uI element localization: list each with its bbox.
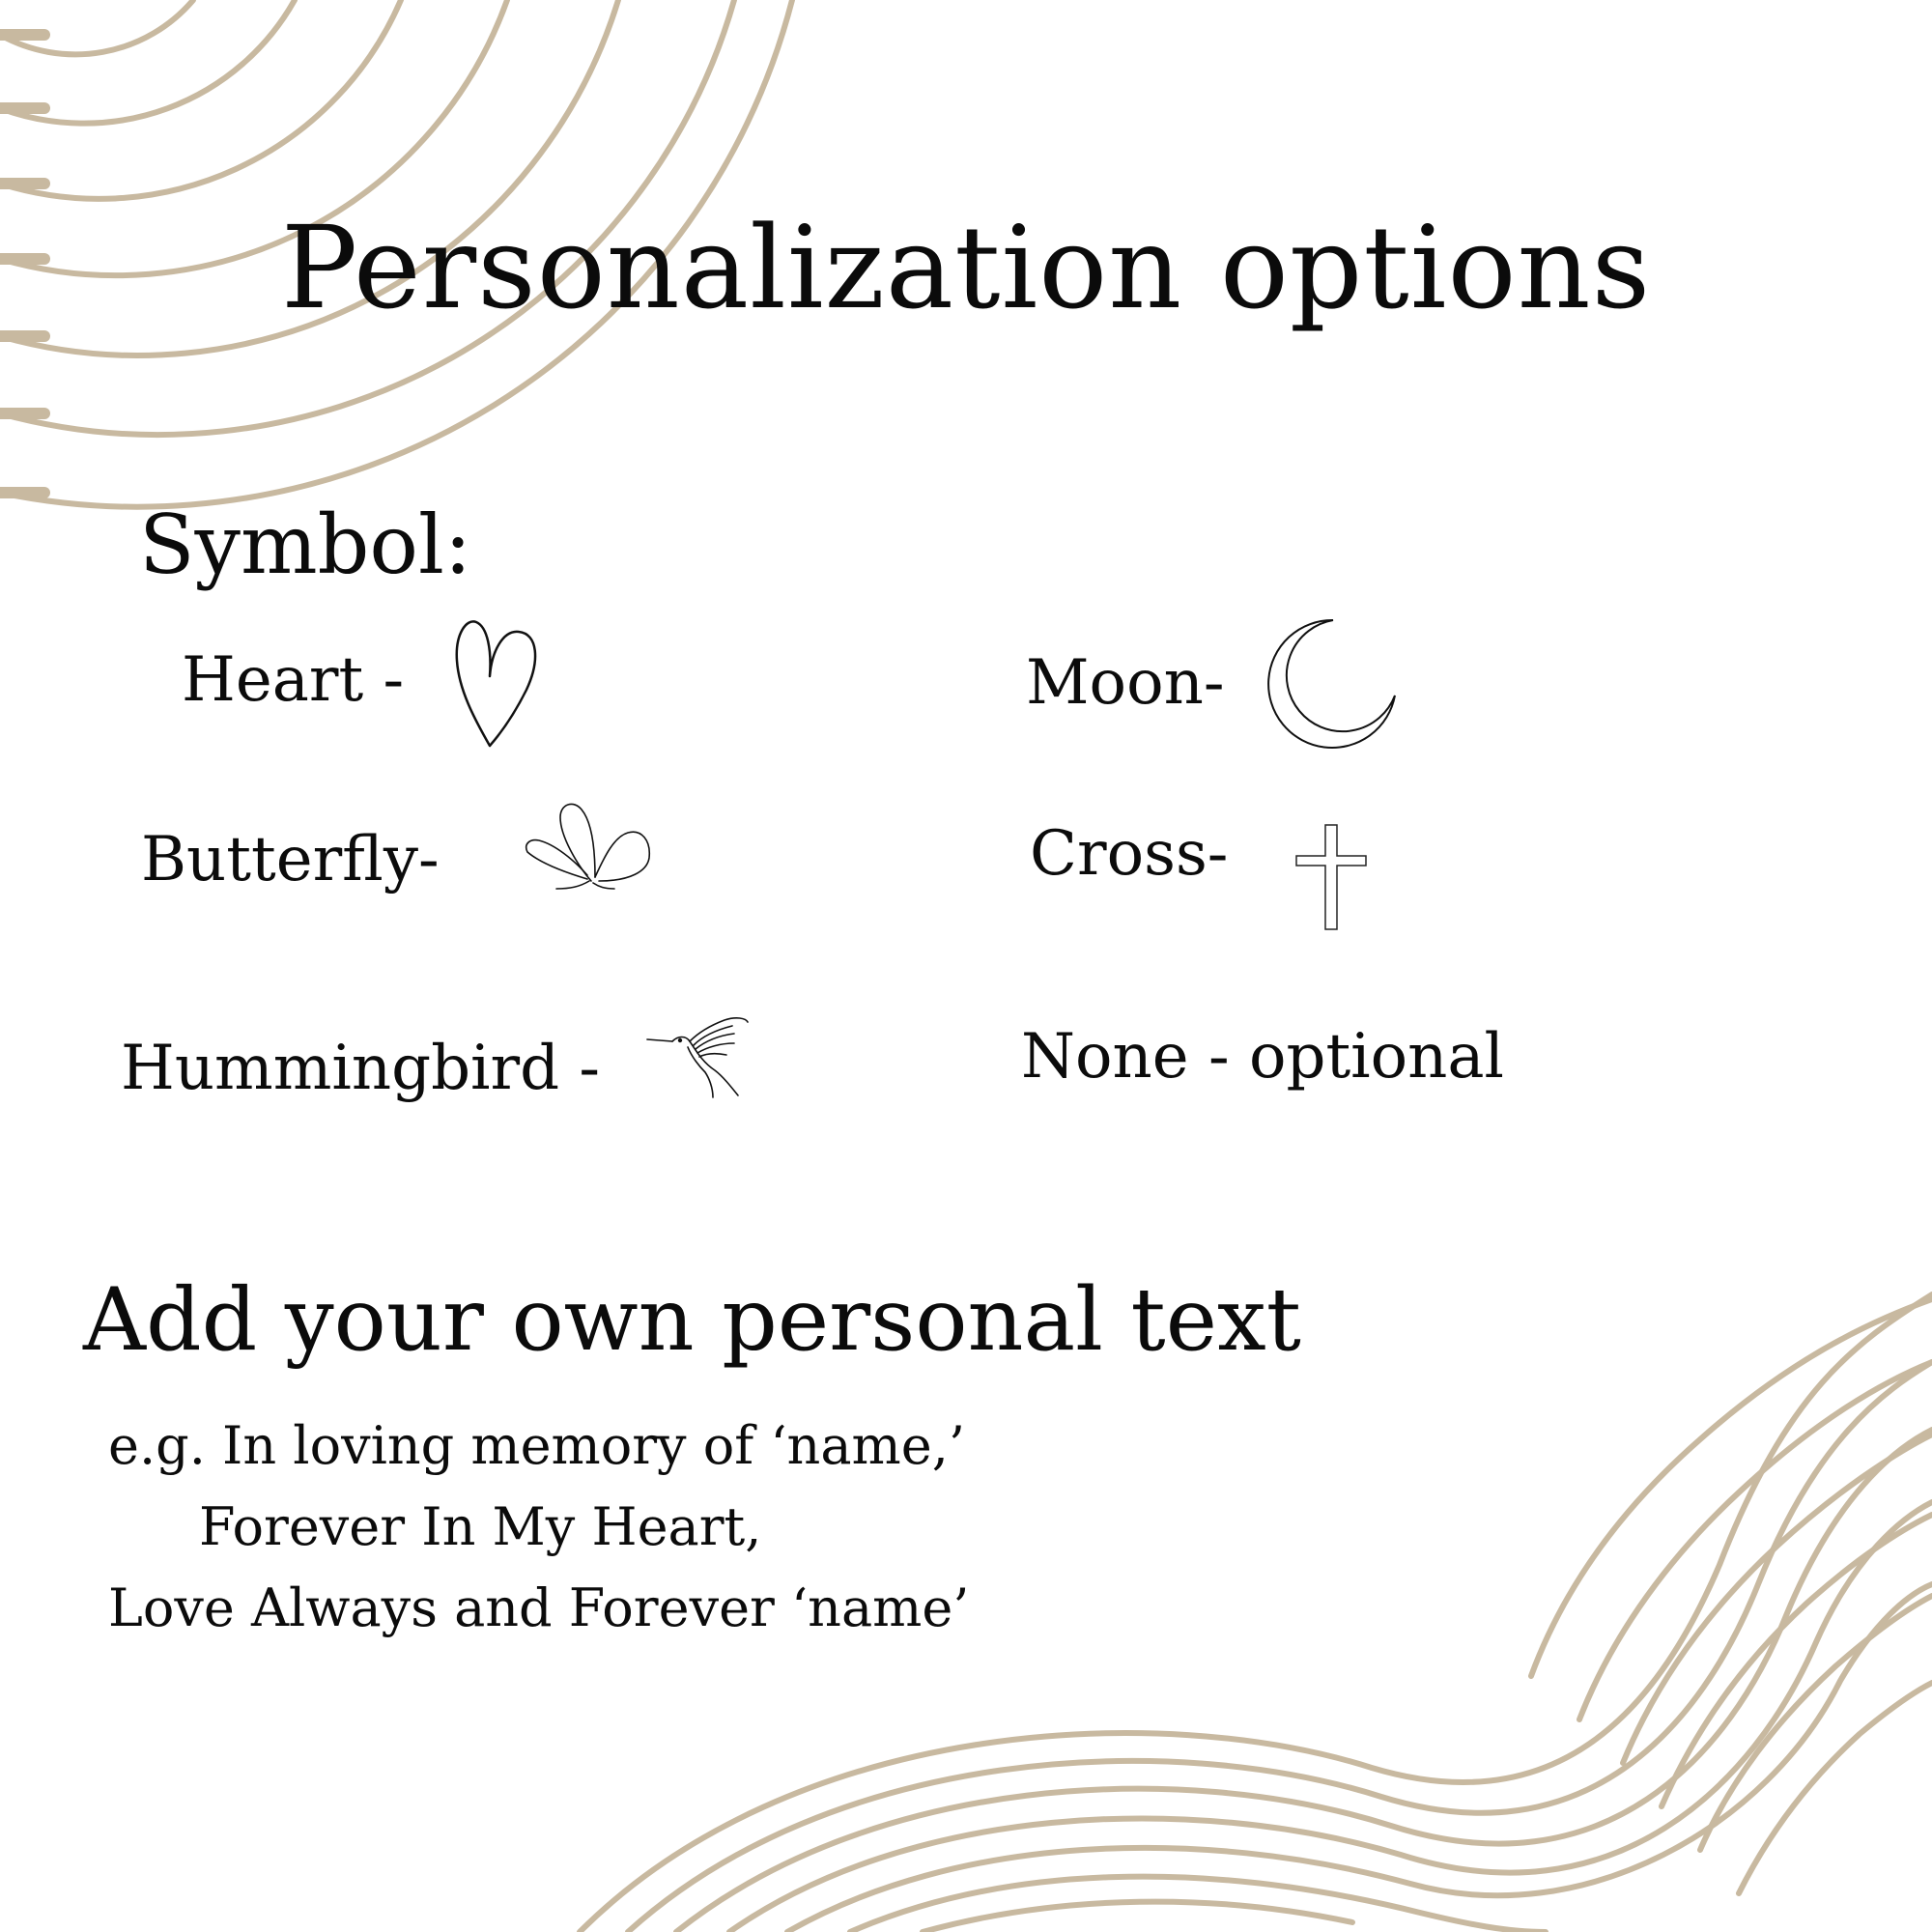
symbol-option-heart-label: Heart - [182, 644, 405, 716]
symbol-option-hummingbird-label: Hummingbird - [121, 1033, 601, 1104]
symbol-option-moon-label: Moon- [1026, 647, 1225, 719]
moon-icon [1265, 614, 1401, 750]
example-text-line: e.g. In loving memory of ‘name,’ [108, 1415, 966, 1476]
symbol-option-cross-label: Cross- [1030, 818, 1229, 890]
butterfly-icon [522, 798, 652, 895]
example-text-line: Forever In My Heart, [199, 1496, 762, 1557]
page-title: Personalization options [280, 201, 1652, 334]
cross-icon [1294, 823, 1368, 931]
symbol-option-none-label: None - optional [1021, 1021, 1504, 1093]
hummingbird-icon [645, 1014, 752, 1099]
heart-icon [449, 612, 546, 753]
symbol-option-butterfly-label: Butterfly- [141, 824, 440, 895]
symbol-heading: Symbol: [139, 497, 472, 592]
example-text-line: Love Always and Forever ‘name’ [108, 1577, 970, 1638]
personal-text-heading: Add your own personal text [83, 1269, 1301, 1371]
